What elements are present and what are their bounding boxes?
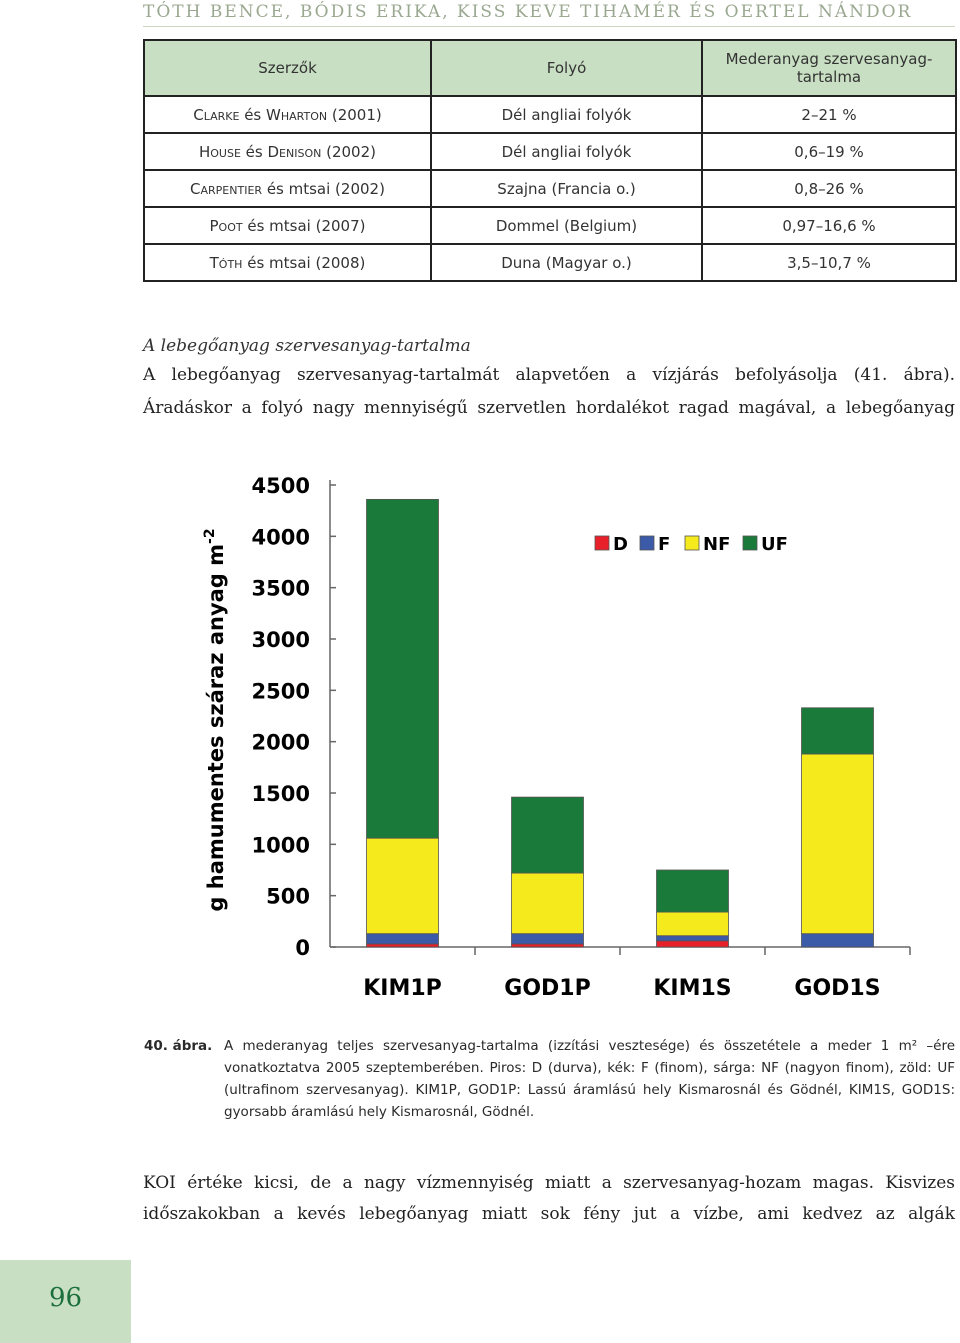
river-cell: Szajna (Francia o.) <box>431 170 702 207</box>
author-part: Poot <box>209 216 243 235</box>
literature-table <box>143 39 957 282</box>
header-rule <box>143 26 955 27</box>
y-tick-label: 3500 <box>251 576 310 601</box>
bar-segment-nf <box>512 873 584 934</box>
legend-swatch <box>640 536 654 550</box>
table-row <box>144 96 956 133</box>
bar-segment-d <box>367 944 439 947</box>
river-cell: Duna (Magyar o.) <box>431 244 702 281</box>
author-part: House <box>198 142 241 161</box>
bar-segment-uf <box>657 870 729 912</box>
table-header-row <box>144 40 956 96</box>
legend-label: D <box>613 534 628 555</box>
author-part: Carpentier <box>190 179 263 198</box>
y-tick-label: 0 <box>295 936 310 960</box>
author-part: és <box>239 105 267 124</box>
bar-segment-d <box>657 941 729 947</box>
y-axis-label: g hamumentes száraz anyag $m^{-2}$ <box>202 528 228 912</box>
value-cell: 0,97–16,6 % <box>702 207 956 244</box>
author-part: Clarke <box>193 105 240 124</box>
running-header: TÓTH BENCE, BÓDIS ERIKA, KISS KEVE TIHAMÉR ÉS OERTEL NÁNDOR <box>143 2 913 22</box>
legend-label: NF <box>703 534 731 555</box>
legend-label: F <box>658 534 671 555</box>
caption-text: A mederanyag teljes szervesanyag-tartalma (izzítási vesztesége) és összetétele a meder 1 m² –ére vonatkoztatva 2005 szeptemberében. Piros: D (durva), kék: F (finom), sárga: NF (nagyon finom), zöld: UF (ultrafinom szervesanyag). KIM1P, GOD1P: Lassú áramlású hely Kismarosnál és Gödnél, KIM1S, GOD1S: gyorsabb áramlású hely Kismarosnál, Gödnél. <box>224 1038 955 1120</box>
paragraph-line: időszakokban a kevés lebegőanyag miatt sok fény jut a vízbe, ami kedvez az algák <box>143 1204 955 1224</box>
author-part: (2001) <box>327 105 382 124</box>
figure-caption <box>144 1035 955 1123</box>
bar-segment-uf <box>802 708 874 754</box>
author-cell <box>144 96 431 133</box>
bar-segment-nf <box>367 838 439 933</box>
bar-segment-uf <box>512 797 584 873</box>
author-part: és mtsai (2008) <box>242 253 366 272</box>
section-subheading: A lebegőanyag szervesanyag-tartalma <box>143 336 471 356</box>
legend-swatch <box>685 536 699 550</box>
bar-segment-uf <box>367 499 439 838</box>
col-authors: Szerzők <box>144 40 431 96</box>
legend-swatch <box>743 536 757 550</box>
y-tick-label: 4000 <box>251 525 310 550</box>
author-cell <box>144 170 431 207</box>
x-tick-label: GOD1S <box>794 976 881 1001</box>
author-part: (2002) <box>321 142 376 161</box>
x-tick-label: KIM1P <box>363 976 442 1001</box>
author-cell <box>144 207 431 244</box>
table-row <box>144 244 956 281</box>
river-cell: Dél angliai folyók <box>431 96 702 133</box>
table-row <box>144 170 956 207</box>
legend-swatch <box>595 536 609 550</box>
author-part: és mtsai (2007) <box>242 216 366 235</box>
col-river: Folyó <box>431 40 702 96</box>
author-part: és mtsai (2002) <box>262 179 385 198</box>
paragraph-line: A lebegőanyag szervesanyag-tartalmát alapvetően a vízjárás befolyásolja (41. ábra). <box>143 365 955 385</box>
river-cell: Dommel (Belgium) <box>431 207 702 244</box>
value-cell: 0,8–26 % <box>702 170 956 207</box>
paragraph-line: Áradáskor a folyó nagy mennyiségű szervetlen hordalékot ragad magával, a lebegőanyag <box>143 398 955 418</box>
author-cell <box>144 133 431 170</box>
value-cell: 3,5–10,7 % <box>702 244 956 281</box>
y-tick-label: 1000 <box>251 833 310 858</box>
x-tick-label: KIM1S <box>653 976 732 1001</box>
page-number: 96 <box>48 1283 83 1313</box>
author-part: Denison <box>267 142 322 161</box>
table-row <box>144 207 956 244</box>
bar-segment-f <box>802 934 874 947</box>
bar-segment-f <box>512 934 584 944</box>
figure-label: 40. ábra. <box>144 1038 213 1054</box>
author-part: és <box>240 142 268 161</box>
author-cell <box>144 244 431 281</box>
y-tick-label: 2500 <box>251 679 310 704</box>
y-tick-label: 500 <box>266 884 310 909</box>
bar-segment-f <box>367 934 439 944</box>
y-tick-label: 2000 <box>251 730 310 755</box>
stacked-bar-chart <box>185 470 925 1010</box>
bar-segment-d <box>512 944 584 947</box>
author-part: Tóth <box>209 253 243 272</box>
bar-segment-f <box>657 936 729 941</box>
table-row <box>144 133 956 170</box>
col-organic-content: Mederanyag szervesanyag-tartalma <box>702 40 956 96</box>
legend-label: UF <box>761 534 788 555</box>
value-cell: 2–21 % <box>702 96 956 133</box>
river-cell: Dél angliai folyók <box>431 133 702 170</box>
y-tick-label: 1500 <box>251 782 310 806</box>
y-tick-label: 3000 <box>251 628 310 652</box>
bar-segment-nf <box>657 912 729 936</box>
author-part: Wharton <box>266 105 328 124</box>
value-cell: 0,6–19 % <box>702 133 956 170</box>
paragraph-line: KOI értéke kicsi, de a nagy vízmennyiség miatt a szervesanyag-hozam magas. Kisvizes <box>143 1173 955 1193</box>
x-tick-label: GOD1P <box>504 976 591 1001</box>
y-tick-label: 4500 <box>251 474 310 498</box>
bar-segment-nf <box>802 754 874 934</box>
